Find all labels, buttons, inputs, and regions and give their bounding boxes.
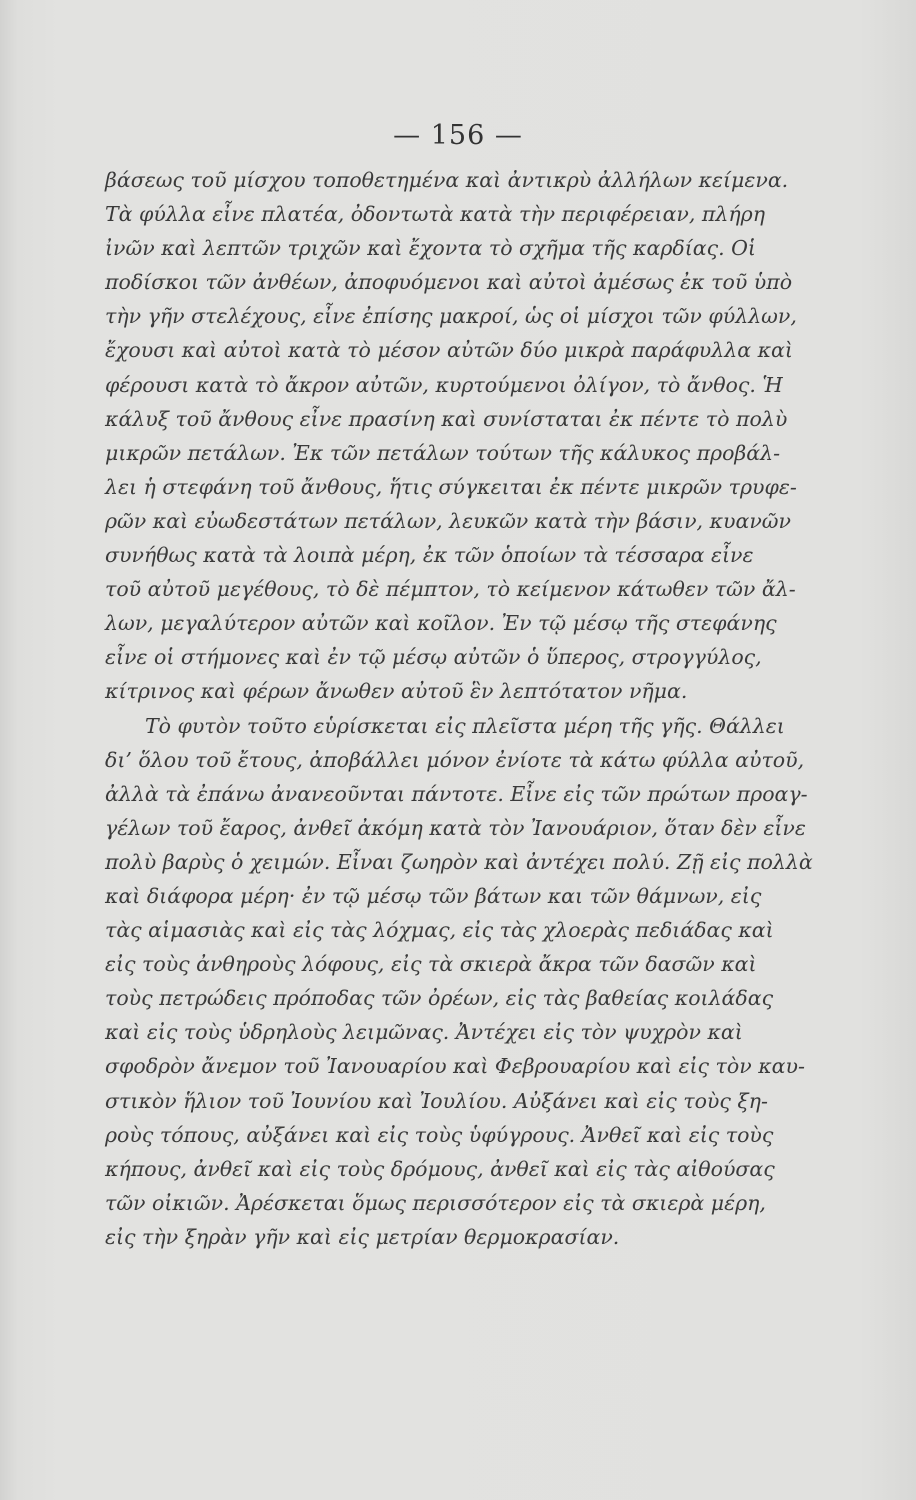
page-number: — 156 — [393,120,523,151]
text-line: ποδίσκοι τῶν ἀνθέων, ἀποφυόμενοι καὶ αὐτοὶ ἀμέσως ἐκ τοῦ ὑπὸ [105,270,793,295]
text-line: Τὰ φύλλα εἶνε πλατέα, ὀδοντωτὰ κατὰ τὴν περιφέρειαν, πλήρη [105,202,766,227]
text-line: συνήθως κατὰ τὰ λοιπὰ μέρη, ἐκ τῶν ὁποίων τὰ τέσσαρα εἶνε [105,543,754,568]
text-line: κάλυξ τοῦ ἄνθους εἶνε πρασίνη καὶ συνίσταται ἐκ πέντε τὸ πολὺ [105,406,788,431]
text-line: καὶ διάφορα μέρη· ἐν τῷ μέσῳ τῶν βάτων και τῶν θάμνων, εἰς [105,883,762,908]
text-line: εἶνε οἱ στήμονες καὶ ἐν τῷ μέσῳ αὐτῶν ὁ ὕπερος, στρογγύλος, [105,645,762,670]
text-line: φέρουσι κατὰ τὸ ἄκρον αὐτῶν, κυρτούμενοι ὀλίγον, τὸ ἄνθος. Ἡ [105,372,783,397]
text-line: κίτρινος καὶ φέρων ἄνωθεν αὐτοῦ ἓν λεπτότατον νῆμα. [105,679,688,704]
body-text [105,163,877,1254]
text-line: εἰς τὴν ξηρὰν γῆν καὶ εἰς μετρίαν θερμοκρασίαν. [105,1224,620,1249]
text-line: τὰς αἱμασιὰς καὶ εἰς τὰς λόχμας, εἰς τὰς χλοερὰς πεδιάδας καὶ [105,918,774,943]
text-line: πολὺ βαρὺς ὁ χειμών. Εἶναι ζωηρὸν καὶ ἀντέχει πολύ. Ζῇ εἰς πολλὰ [105,849,813,874]
text-line: τοὺς πετρώδεις πρόποδας τῶν ὀρέων, εἰς τὰς βαθείας κοιλάδας [105,986,774,1011]
text-line: ἰνῶν καὶ λεπτῶν τριχῶν καὶ ἔχοντα τὸ σχῆμα τῆς καρδίας. Οἱ [105,236,756,261]
text-line: ρῶν καὶ εὐωδεστάτων πετάλων, λευκῶν κατὰ τὴν βάσιν, κυανῶν [105,508,791,533]
text-line: μικρῶν πετάλων. Ἐκ τῶν πετάλων τούτων τῆς κάλυκος προβάλ- [105,440,781,465]
text-line: εἰς τοὺς ἀνθηροὺς λόφους, εἰς τὰ σκιερὰ ἄκρα τῶν δασῶν καὶ [105,952,757,977]
text-line: λων, μεγαλύτερον αὐτῶν καὶ κοῖλον. Ἐν τῷ μέσῳ τῆς στεφάνης [105,611,777,636]
text-line: ἀλλὰ τὰ ἐπάνω ἀνανεοῦνται πάντοτε. Εἶνε εἰς τῶν πρώτων προαγ- [105,781,808,806]
text-line: τῶν οἰκιῶν. Ἀρέσκεται ὅμως περισσότερον εἰς τὰ σκιερὰ μέρη, [105,1190,766,1215]
text-line: βάσεως τοῦ μίσχου τοποθετημένα καὶ ἀντικρὺ ἀλλήλων κείμενα. [105,168,789,192]
text-line: καὶ εἰς τοὺς ὑδρηλοὺς λειμῶνας. Ἀντέχει εἰς τὸν ψυχρὸν καὶ [105,1020,743,1045]
text-line: τοῦ αὐτοῦ μεγέθους, τὸ δὲ πέμπτον, τὸ κείμενον κάτωθεν τῶν ἄλ- [105,577,796,602]
text-line: τὴν γῆν στελέχους, εἶνε ἐπίσης μακροί, ὡς οἱ μίσχοι τῶν φύλλων, [105,304,797,329]
text-line: γέλων τοῦ ἔαρος, ἀνθεῖ ἀκόμη κατὰ τὸν Ἰανουάριον, ὅταν δὲν εἶνε [105,815,806,840]
text-line: ἔχουσι καὶ αὐτοὶ κατὰ τὸ μέσον αὐτῶν δύο μικρὰ παράφυλλα καὶ [105,338,793,363]
text-line: κήπους, ἀνθεῖ καὶ εἰς τοὺς δρόμους, ἀνθεῖ καὶ εἰς τὰς αἰθούσας [105,1156,775,1181]
text-line: δι’ ὅλου τοῦ ἔτους, ἀποβάλλει μόνον ἐνίοτε τὰ κάτω φύλλα αὐτοῦ, [105,747,805,772]
text-line: λει ἡ στεφάνη τοῦ ἄνθους, ἥτις σύγκειται ἐκ πέντε μικρῶν τρυφε- [105,474,797,499]
text-line: ροὺς τόπους, αὐξάνει καὶ εἰς τοὺς ὑφύγρους. Ἀνθεῖ καὶ εἰς τοὺς [105,1122,774,1147]
text-line: στικὸν ἥλιον τοῦ Ἰουνίου καὶ Ἰουλίου. Αὐξάνει καὶ εἰς τοὺς ξη- [105,1088,768,1113]
text-line: σφοδρὸν ἄνεμον τοῦ Ἰανουαρίου καὶ Φεβρουαρίου καὶ εἰς τὸν καυ- [105,1054,805,1079]
text-line: Τὸ φυτὸν τοῦτο εὑρίσκεται εἰς πλεῖστα μέρη τῆς γῆς. Θάλλει [145,713,785,738]
